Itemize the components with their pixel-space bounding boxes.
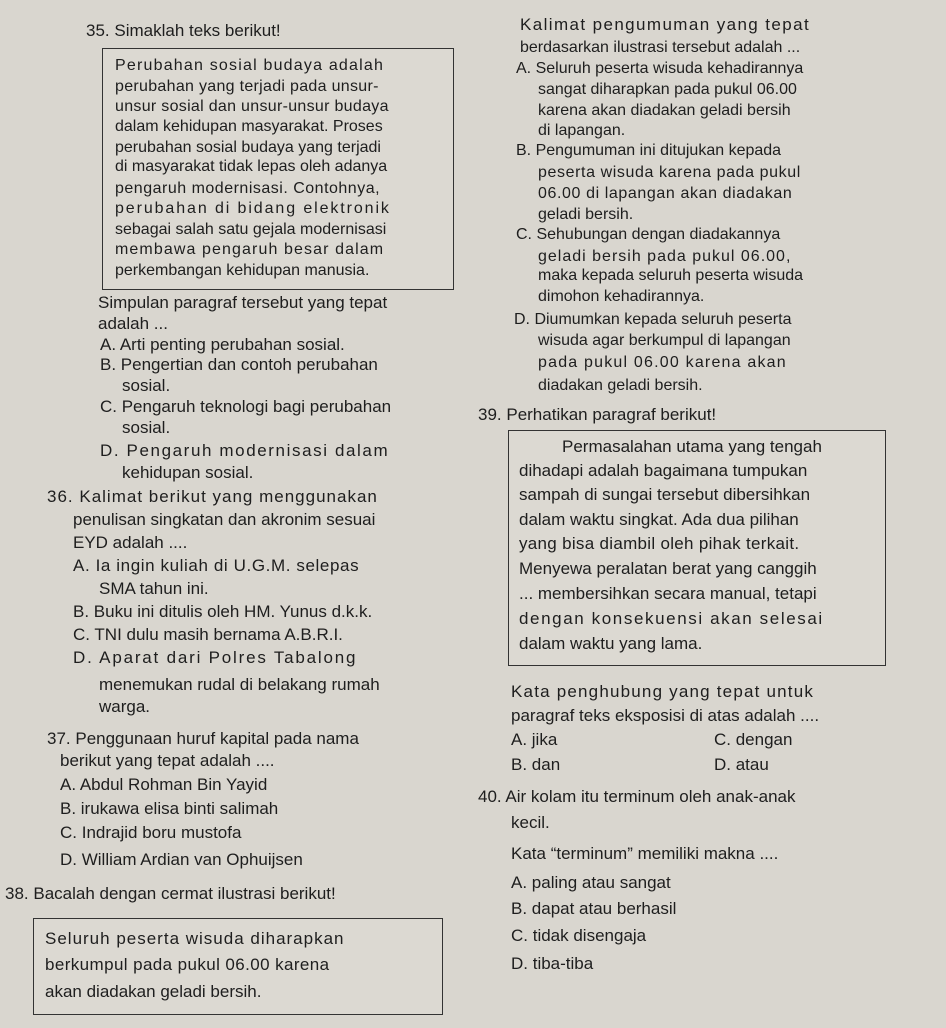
q36-question: EYD adalah .... <box>73 533 188 552</box>
q39-option-b[interactable]: B. dan <box>511 755 561 774</box>
q39-box-line: Permasalahan utama yang tengah <box>562 437 822 456</box>
q38-option-a[interactable]: A. Seluruh peserta wisuda kehadirannya <box>516 60 804 77</box>
q38-option-d[interactable]: D. Diumumkan kepada seluruh peserta <box>514 311 792 328</box>
q35-option-d-cont: kehidupan sosial. <box>122 463 254 482</box>
q36-option-d[interactable]: D. Aparat dari Polres Tabalong <box>73 648 358 667</box>
q37-option-b[interactable]: B. irukawa elisa binti salimah <box>60 799 279 818</box>
q36-option-b[interactable]: B. Buku ini ditulis oleh HM. Yunus d.k.k. <box>73 602 373 621</box>
q38-option-b-cont: geladi bersih. <box>538 206 634 223</box>
q39-question: paragraf teks eksposisi di atas adalah .... <box>511 706 820 725</box>
q39-question: Kata penghubung yang tepat untuk <box>511 682 815 701</box>
q39-box-line: sampah di sungai tersebut dibersihkan <box>519 485 811 504</box>
q35-option-c[interactable]: C. Pengaruh teknologi bagi perubahan <box>100 397 392 416</box>
q38-box-line: akan diadakan geladi bersih. <box>45 982 262 1001</box>
q36-question: penulisan singkatan dan akronim sesuai <box>73 510 376 529</box>
q36-option-d-cont: menemukan rudal di belakang rumah <box>99 675 380 694</box>
q35-box-line: perubahan yang terjadi pada unsur- <box>115 78 379 95</box>
q38-option-a-cont: karena akan diadakan geladi bersih <box>538 102 791 119</box>
q40-question: kecil. <box>511 813 550 832</box>
q38-question: berdasarkan ilustrasi tersebut adalah ... <box>520 39 801 56</box>
q35-box-line: Perubahan sosial budaya adalah <box>115 57 385 74</box>
q35-box-line: unsur sosial dan unsur-unsur budaya <box>115 98 389 115</box>
q38-option-c-cont: maka kepada seluruh peserta wisuda <box>538 267 804 284</box>
q38-option-d-cont: pada pukul 06.00 karena akan <box>538 354 787 371</box>
q38-option-b-cont: peserta wisuda karena pada pukul <box>538 164 801 181</box>
q35-box-line: dalam kehidupan masyarakat. Proses <box>115 118 383 135</box>
q39-option-c[interactable]: C. dengan <box>714 730 793 749</box>
q38-heading: 38. Bacalah dengan cermat ilustrasi berikut! <box>5 884 336 903</box>
q38-option-c[interactable]: C. Sehubungan dengan diadakannya <box>516 226 781 243</box>
q39-box-line: dalam waktu singkat. Ada dua pilihan <box>519 510 799 529</box>
q36-option-d-cont: warga. <box>99 697 151 716</box>
q35-option-b[interactable]: B. Pengertian dan contoh perubahan <box>100 355 378 374</box>
q35-box-line: perkembangan kehidupan manusia. <box>115 262 370 279</box>
q38-box-line: Seluruh peserta wisuda diharapkan <box>45 929 345 948</box>
q37-question: berikut yang tepat adalah .... <box>60 751 275 770</box>
q36-option-a[interactable]: A. Ia ingin kuliah di U.G.M. selepas <box>73 556 360 575</box>
q37-question: 37. Penggunaan huruf kapital pada nama <box>47 729 359 748</box>
q38-option-b[interactable]: B. Pengumuman ini ditujukan kepada <box>516 142 782 159</box>
q35-box-line: membawa pengaruh besar dalam <box>115 241 385 258</box>
q35-option-d[interactable]: D. Pengaruh modernisasi dalam <box>100 441 390 460</box>
q35-box-line: perubahan sosial budaya yang terjadi <box>115 139 381 156</box>
q35-option-c-cont: sosial. <box>122 418 171 437</box>
q38-option-d-cont: diadakan geladi bersih. <box>538 377 703 394</box>
q38-option-a-cont: di lapangan. <box>538 122 626 139</box>
q40-question: 40. Air kolam itu terminum oleh anak-anak <box>478 787 796 806</box>
q38-question: Kalimat pengumuman yang tepat <box>520 15 811 34</box>
q40-option-a[interactable]: A. paling atau sangat <box>511 873 671 892</box>
q35-option-b-cont: sosial. <box>122 376 171 395</box>
q39-box-line: dalam waktu yang lama. <box>519 634 703 653</box>
q39-box-line: ... membersihkan secara manual, tetapi <box>519 584 817 603</box>
q35-box-line: sebagai salah satu gejala modernisasi <box>115 221 387 238</box>
q38-option-d-cont: wisuda agar berkumpul di lapangan <box>538 332 791 349</box>
q35-box-line: di masyarakat tidak lepas oleh adanya <box>115 158 388 175</box>
q40-option-b[interactable]: B. dapat atau berhasil <box>511 899 677 918</box>
q39-option-a[interactable]: A. jika <box>511 730 558 749</box>
q35-question: Simpulan paragraf tersebut yang tepat <box>98 293 388 312</box>
q37-option-a[interactable]: A. Abdul Rohman Bin Yayid <box>60 775 268 794</box>
q36-question: 36. Kalimat berikut yang menggunakan <box>47 487 378 506</box>
q35-question: adalah ... <box>98 314 168 333</box>
q40-question: Kata “terminum” memiliki makna .... <box>511 844 779 863</box>
q37-option-d[interactable]: D. William Ardian van Ophuijsen <box>60 850 303 869</box>
q35-box-line: perubahan di bidang elektronik <box>115 200 391 217</box>
q40-option-d[interactable]: D. tiba-tiba <box>511 954 594 973</box>
q35-heading: 35. Simaklah teks berikut! <box>86 21 281 40</box>
q38-option-b-cont: 06.00 di lapangan akan diadakan <box>538 185 793 202</box>
q39-heading: 39. Perhatikan paragraf berikut! <box>478 405 717 424</box>
q39-box-line: dengan konsekuensi akan selesai <box>519 609 824 628</box>
q38-option-c-cont: geladi bersih pada pukul 06.00, <box>538 248 792 265</box>
q39-box-line: dihadapi adalah bagaimana tumpukan <box>519 461 808 480</box>
q35-box-line: pengaruh modernisasi. Contohnya, <box>115 180 381 197</box>
q38-option-c-cont: dimohon kehadirannya. <box>538 288 705 305</box>
q37-option-c[interactable]: C. Indrajid boru mustofa <box>60 823 242 842</box>
q38-option-a-cont: sangat diharapkan pada pukul 06.00 <box>538 81 797 98</box>
q36-option-c[interactable]: C. TNI dulu masih bernama A.B.R.I. <box>73 625 343 644</box>
q39-box-line: yang bisa diambil oleh pihak terkait. <box>519 534 800 553</box>
q36-option-a-cont: SMA tahun ini. <box>99 579 209 598</box>
q39-box-line: Menyewa peralatan berat yang canggih <box>519 559 817 578</box>
q35-option-a[interactable]: A. Arti penting perubahan sosial. <box>100 335 345 354</box>
q40-option-c[interactable]: C. tidak disengaja <box>511 926 647 945</box>
q39-option-d[interactable]: D. atau <box>714 755 769 774</box>
q38-box-line: berkumpul pada pukul 06.00 karena <box>45 955 330 974</box>
